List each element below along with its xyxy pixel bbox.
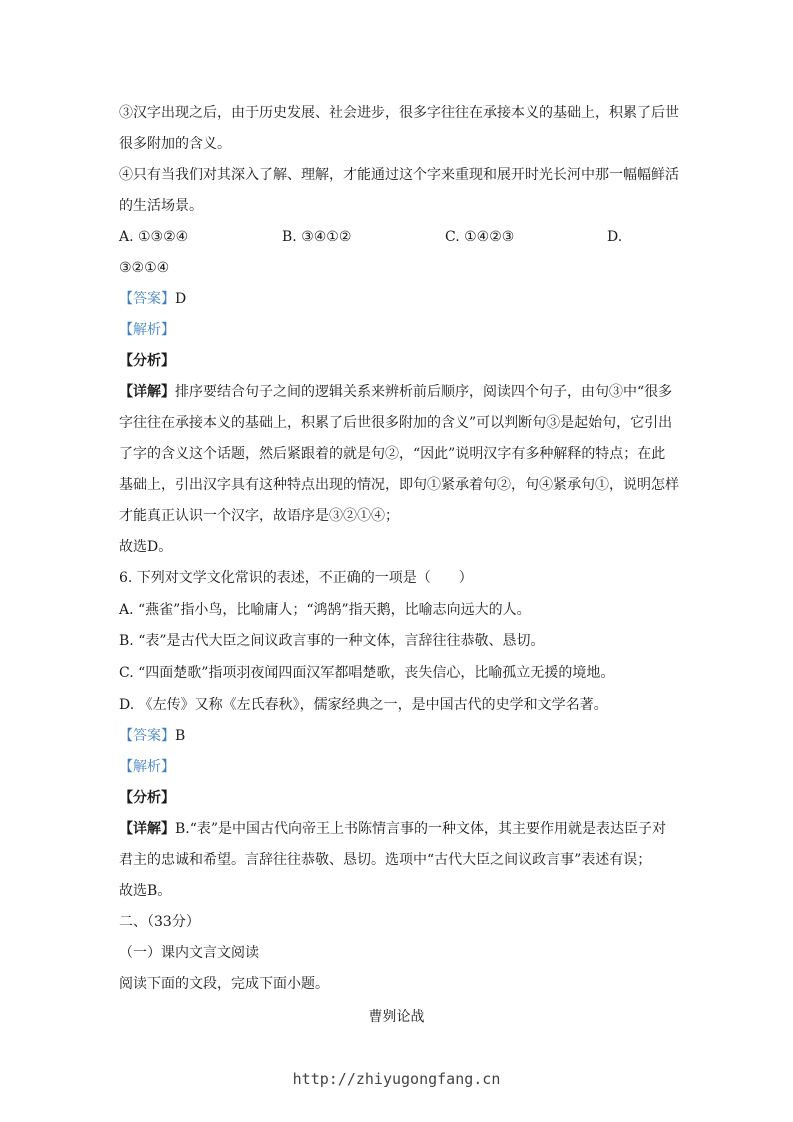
q6-option-c: C. “四面楚歌”指项羽夜闻四面汉军都唱楚歌，丧失信心，比喻孤立无援的境地。	[119, 665, 615, 681]
q5-analysis-tag: 【解析】	[119, 322, 175, 338]
q5-option-c: C. ①④②③	[445, 229, 515, 245]
sentence-4-line-2: 的生活场景。	[119, 198, 203, 214]
sentence-4-line-1: ④只有当我们对其深入了解、理解，才能通过这个字来重现和展开时光长河中那一幅幅鲜活	[119, 167, 679, 183]
detail-text: B.“表”是中国古代向帝王上书陈情言事的一种文体，其主要作用就是表达臣子对	[175, 821, 667, 837]
q6-answer	[119, 726, 185, 746]
q5-detail-line-3: 了字的含义这个话题，然后紧跟着的就是句②，“因此”说明汉字有多种解释的特点；在此	[119, 446, 666, 462]
section-2-instruction: 阅读下面的文段，完成下面小题。	[119, 976, 329, 992]
q5-option-d: D.	[607, 229, 623, 245]
q6-detail-line-2: 君主的忠诚和希望。言辞往往恭敬、恳切。选项中“古代大臣之间议政言事”表述有误；	[119, 852, 652, 868]
q6-option-d: D. 《左传》又称《左氏春秋》，儒家经典之一，是中国古代的史学和文学名著。	[119, 697, 608, 713]
q6-stem: 6. 下列对文学文化常识的表述，不正确的一项是（ ）	[119, 570, 473, 586]
sentence-3-line-2: 很多附加的含义。	[119, 136, 231, 152]
q6-detail-line-1	[119, 819, 666, 839]
answer-value: D	[175, 291, 187, 307]
q6-option-b: B. “表”是古代大臣之间议政言事的一种文体，言辞往往恭敬、恳切。	[119, 633, 545, 649]
q6-option-a: A. “燕雀”指小鸟，比喻庸人；“鸿鹄”指天鹅，比喻志向远大的人。	[119, 602, 531, 618]
q5-answer	[119, 289, 186, 309]
q6-analysis-tag: 【解析】	[119, 759, 175, 775]
section-2-subheading: （一）课内文言文阅读	[119, 945, 259, 961]
q6-conclusion: 故选B。	[119, 883, 172, 899]
q5-detail-line-4: 基础上，引出汉字具有这种特点出现的情况，即句①紧承着句②，句④紧承句①，说明怎样	[119, 477, 679, 493]
detail-text: 排序要结合句子之间的逻辑关系来辨析前后顺序，阅读四个句子，由句③中“很多	[175, 384, 673, 400]
q5-detail-line-2: 字往往在承接本义的基础上，积累了后世很多附加的含义”可以判断句③是起始句，它引出	[119, 415, 673, 431]
detail-tag: 【详解】	[119, 384, 175, 400]
q5-option-d-continued: ③②①④	[119, 260, 170, 276]
answer-tag: 【答案】	[119, 291, 175, 307]
answer-value: B	[175, 728, 186, 744]
footer-url: http://zhiyugongfang.cn	[292, 1070, 501, 1088]
q5-fenxi-tag: 【分析】	[119, 353, 175, 369]
detail-tag: 【详解】	[119, 821, 175, 837]
q5-detail-line-1	[119, 382, 672, 402]
q5-option-b: B. ③④①②	[282, 229, 352, 245]
q5-conclusion: 故选D。	[119, 539, 173, 555]
answer-tag: 【答案】	[119, 728, 175, 744]
section-2-heading: 二、（33分）	[119, 914, 200, 930]
sentence-3-line-1: ③汉字出现之后，由于历史发展、社会进步，很多字往往在承接本义的基础上，积累了后世	[119, 105, 679, 121]
q6-fenxi-tag: 【分析】	[119, 790, 175, 806]
q5-detail-line-5: 才能真正认识一个汉字，故语序是③②①④；	[119, 508, 399, 524]
passage-title: 曹刿论战	[368, 1009, 425, 1025]
q5-option-a: A. ①③②④	[119, 229, 189, 245]
